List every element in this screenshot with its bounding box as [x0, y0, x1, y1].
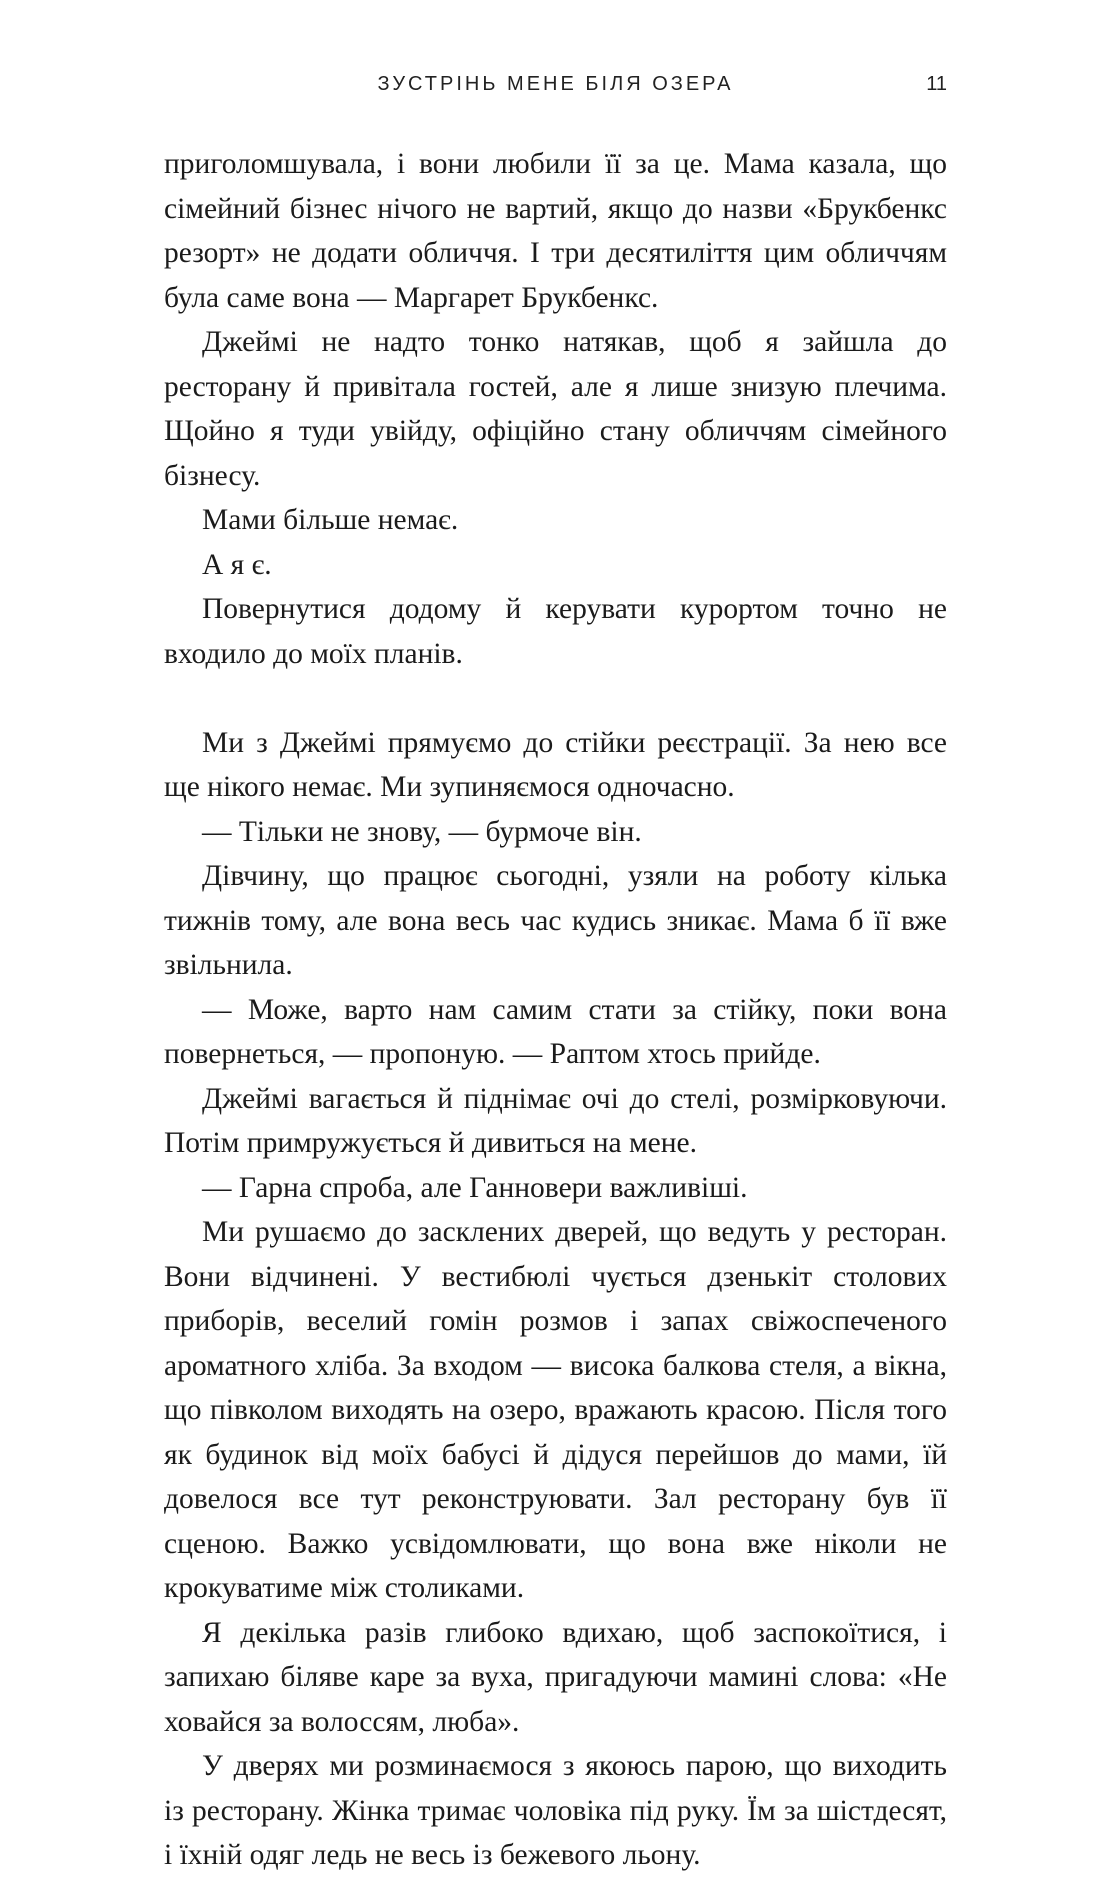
- paragraph: Ми з Джеймі прямуємо до стійки реєстрації. За нею все ще нікого немає. Ми зупиняємося одночасно.: [164, 726, 947, 803]
- paragraph: Джеймі вагається й піднімає очі до стелі, розмірковуючи. Потім примружується й дивиться на мене.: [164, 1082, 947, 1159]
- running-title: ЗУСТРІНЬ МЕНЕ БІЛЯ ОЗЕРА: [377, 73, 734, 95]
- paragraph: Я декілька разів глибоко вдихаю, щоб заспокоїтися, і запихаю біляве каре за вуха, пригадуючи мамині слова: «Не ховайся за волоссям, люба».: [164, 1616, 947, 1738]
- paragraph: Ми рушаємо до засклених дверей, що ведуть у ресторан. Вони відчинені. У вестибюлі чується дзенькіт столових приборів, веселий гомін розмов і запах свіжоспеченого ароматного хліба. За входом — висока балкова стеля, а вікна, що півколом виходять на озеро, вражають красою. Після того як будинок від моїх бабусі й дідуся перейшов до мами, їй довелося все тут реконструювати. Зал ресторану був її сценою. Важко усвідомлювати, що вона вже ніколи не крокуватиме між столиками.: [164, 1216, 947, 1604]
- dialogue-line: — Може, варто нам самим стати за стійку, поки вона повернеться, — пропоную. — Раптом хтось прийде.: [164, 993, 947, 1070]
- paragraph: Мами більше немає.: [202, 504, 459, 536]
- paragraph: У дверях ми розминаємося з якоюсь парою, що виходить із ресторану. Жінка тримає чоловіка під руку. Їм за шістдесят, і їхній одяг ледь не весь із бежевого льону.: [164, 1750, 947, 1871]
- paragraph: приголомшувала, і вони любили її за це. Мама казала, що сімейний бізнес нічого не вартий, якщо до назви «Брукбенкс резорт» не додати обличчя. І три десятиліття цим обличчям була саме вона — Маргарет Брукбенкс.: [164, 148, 947, 314]
- dialogue-line: — Тільки не знову, — бурмоче він.: [202, 815, 642, 848]
- paragraph: Дівчину, що працює сьогодні, узяли на роботу кілька тижнів тому, але вона весь час кудись зникає. Мама б її вже звільнила.: [164, 860, 947, 981]
- page-number: 11: [926, 73, 947, 95]
- running-header: [164, 73, 947, 105]
- dialogue-line: — Гарна спроба, але Ганновери важливіші.: [202, 1171, 748, 1204]
- paragraph: Джеймі не надто тонко натякав, щоб я зайшла до ресторану й привітала гостей, але я лише знизую плечима. Щойно я туди увійду, офіційно стану обличчям сімейного бізнесу.: [164, 326, 947, 492]
- paragraph: А я є.: [202, 548, 272, 581]
- section-break: [164, 676, 947, 721]
- body-text: [164, 142, 947, 1878]
- paragraph: Повернутися додому й керувати курортом точно не входило до моїх планів.: [164, 593, 947, 670]
